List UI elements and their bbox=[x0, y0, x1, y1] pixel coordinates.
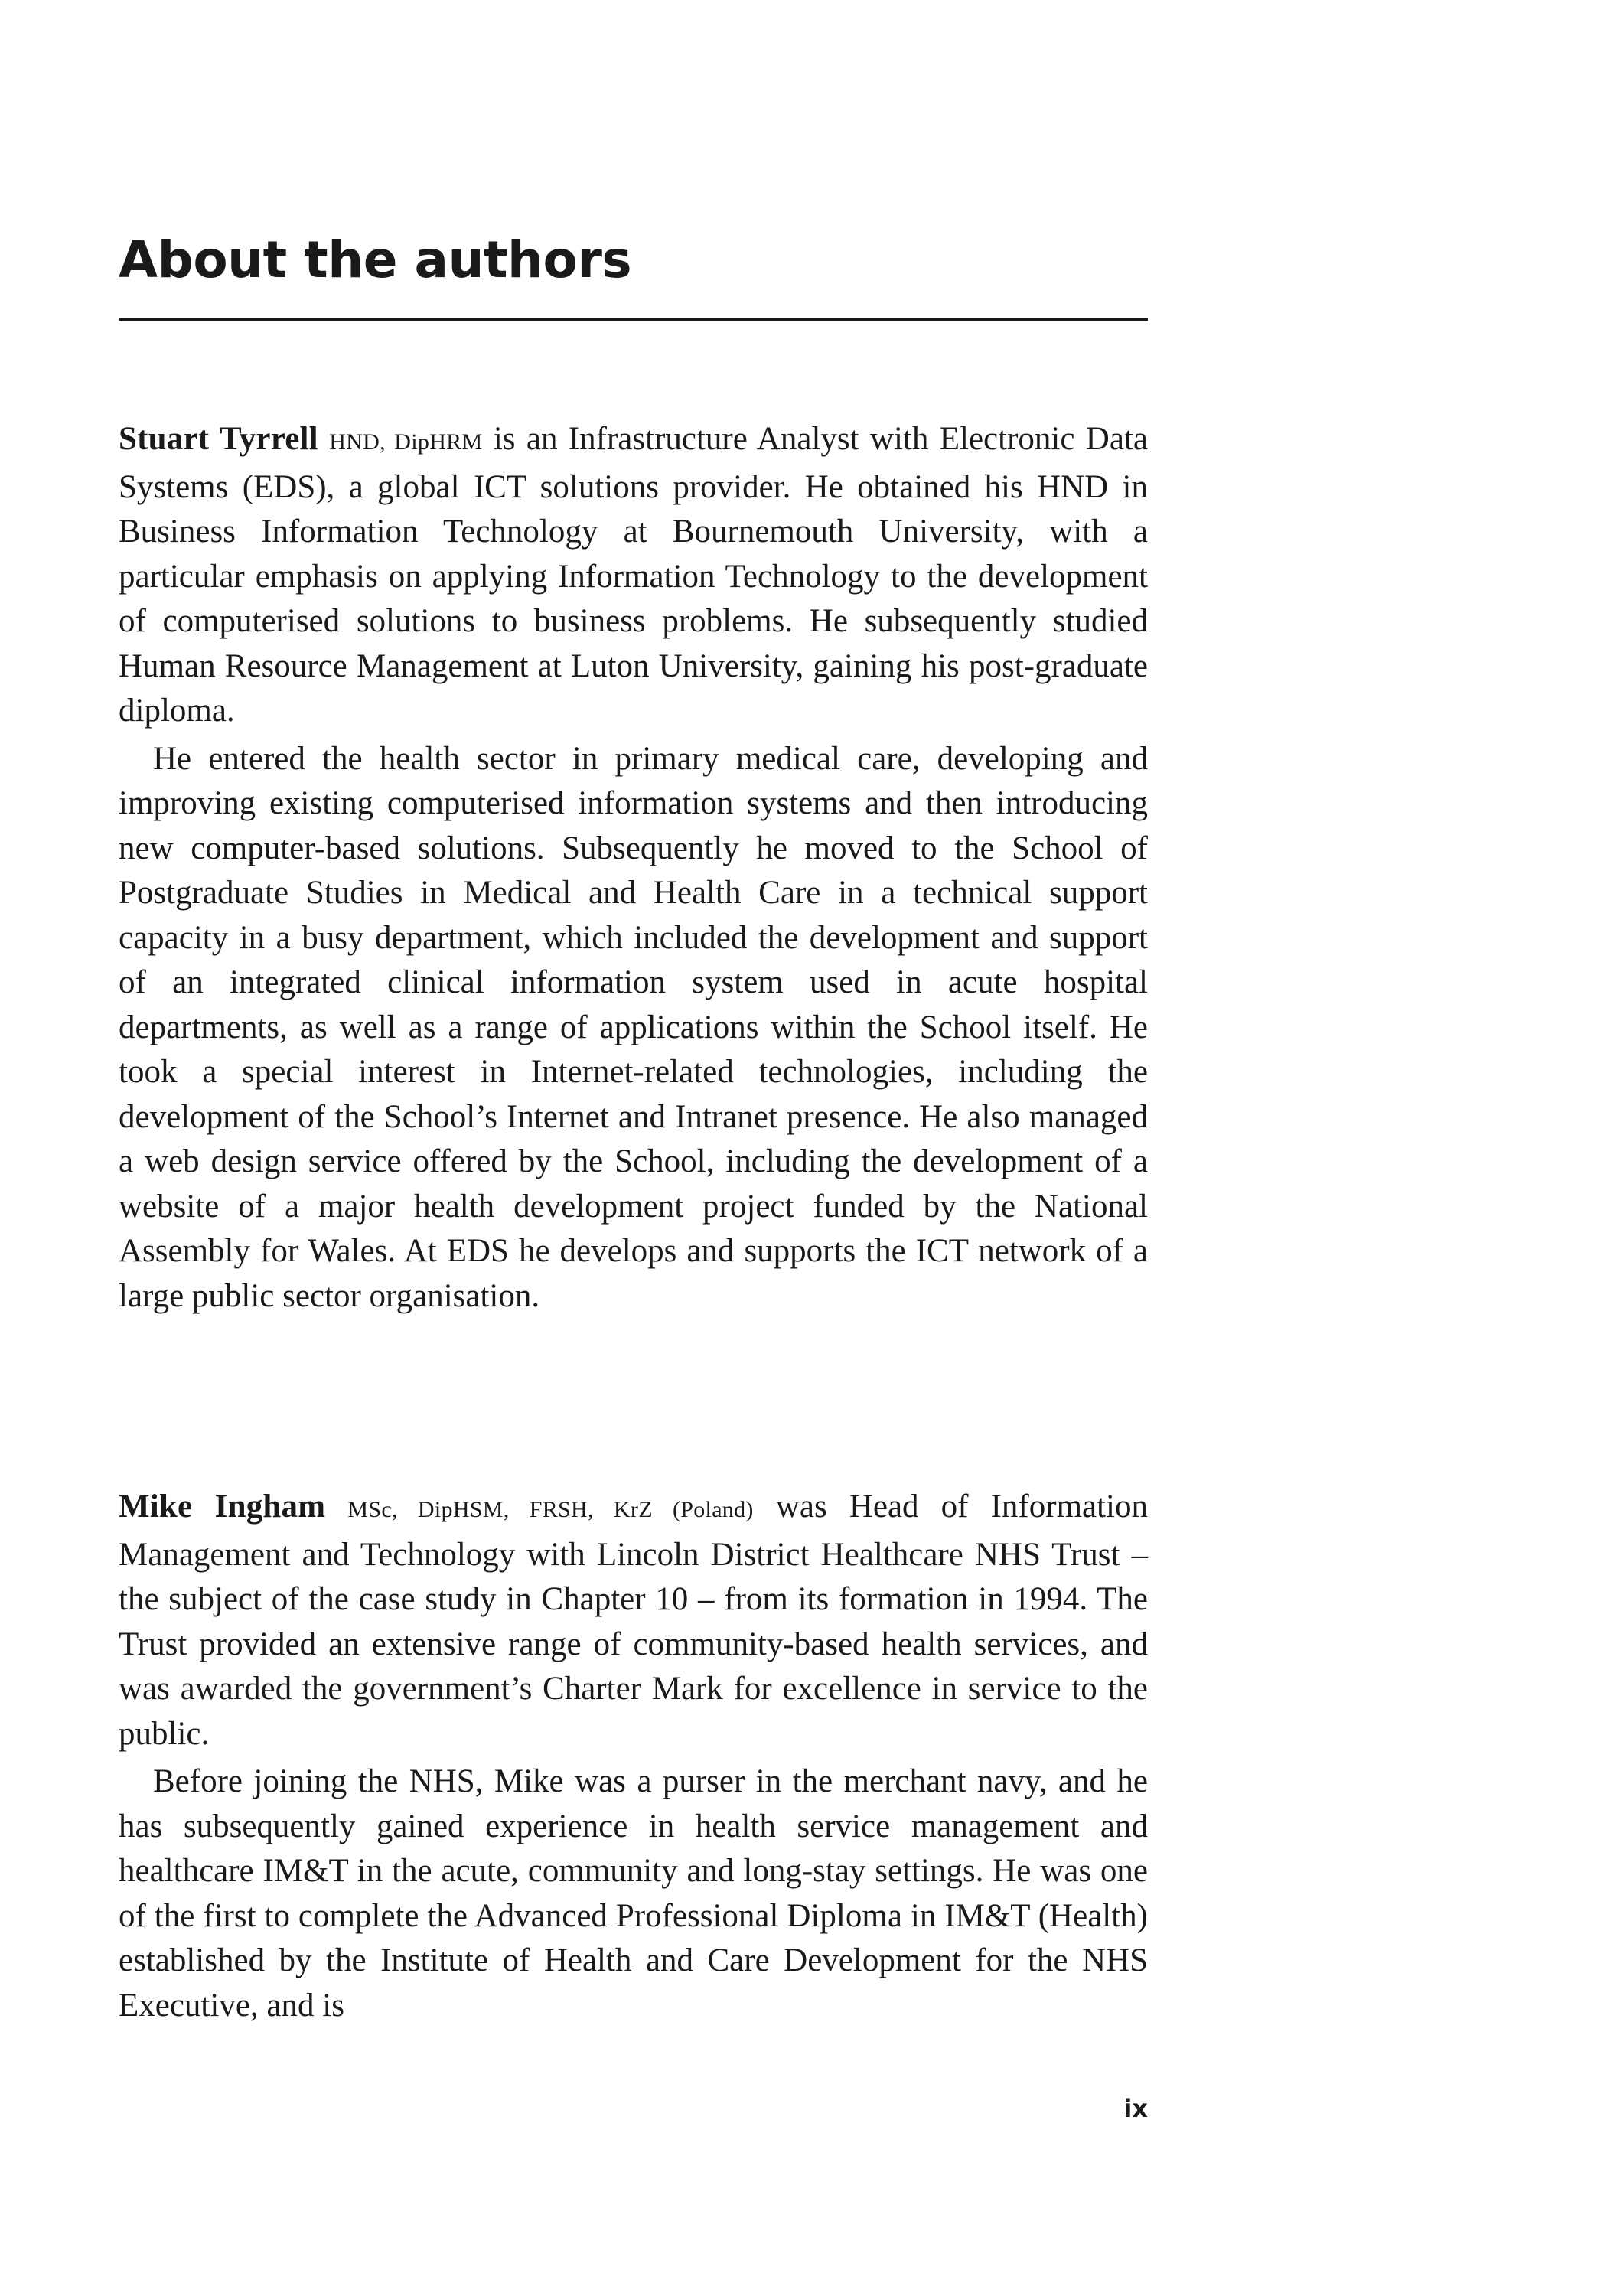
bio-text: is an Infrastructure Analyst with Electronic Data Systems (EDS), a global ICT solutions provider. He obtained his HND in Business Information Technology at Bournemouth University, with a particular emphasis on applying Information Technology to the development of computerised solutions to business problems. He subsequently studied Human Resource Management at Luton University, gaining his post-graduate diploma. bbox=[119, 421, 1148, 729]
book-page bbox=[119, 0, 1148, 2296]
bio-paragraph bbox=[119, 1485, 1148, 1756]
bio-paragraph: Before joining the NHS, Mike was a purser in the merchant navy, and he has subsequently gained experience in health service management and healthcare IM&T in the acute, community and long-stay settings. He was one of the first to complete the Advanced Professional Diploma in IM&T (Health) established by the Institute of Health and Care Development for the NHS Executive, and is bbox=[119, 1763, 1148, 2024]
bio-paragraph: He entered the health sector in primary medical care, developing and improving existing computerised information systems and then introducing new computer-based solutions. Subsequently he moved to the School of Postgraduate Studies in Medical and Health Care in a technical support capacity in a busy department, which included the development and support of an integrated clinical information system used in acute hospital departments, as well as a range of applications within the School itself. He took a special interest in Internet-related technologies, including the development of the School’s Internet and Intranet presence. He also managed a web design service offered by the School, including the development of a website of a major health development project funded by the National Assembly for Wales. At EDS he develops and supports the ICT network of a large public sector organisation. bbox=[119, 740, 1148, 1314]
author-bio-tyrrell bbox=[119, 417, 1148, 1319]
author-name: Mike Ingham bbox=[119, 1489, 326, 1525]
author-name: Stuart Tyrrell bbox=[119, 421, 318, 457]
author-credentials: MSc, DipHSM, FRSH, KrZ (Poland) bbox=[347, 1497, 754, 1522]
author-credentials: HND, DipHRM bbox=[329, 429, 483, 455]
author-bio-ingham bbox=[119, 1485, 1148, 2028]
bio-paragraph bbox=[119, 417, 1148, 734]
page-number: ix bbox=[1123, 2094, 1148, 2123]
bio-text: was Head of Information Management and Technology with Lincoln District Healthcare NHS Trust – the subject of the case study in Chapter 10 – from its formation in 1994. The Trust provided an extensive range of community-based health services, and was awarded the government’s Charter Mark for excellence in service to the public. bbox=[119, 1489, 1148, 1752]
title-rule bbox=[119, 318, 1148, 321]
chapter-title: About the authors bbox=[119, 230, 632, 289]
